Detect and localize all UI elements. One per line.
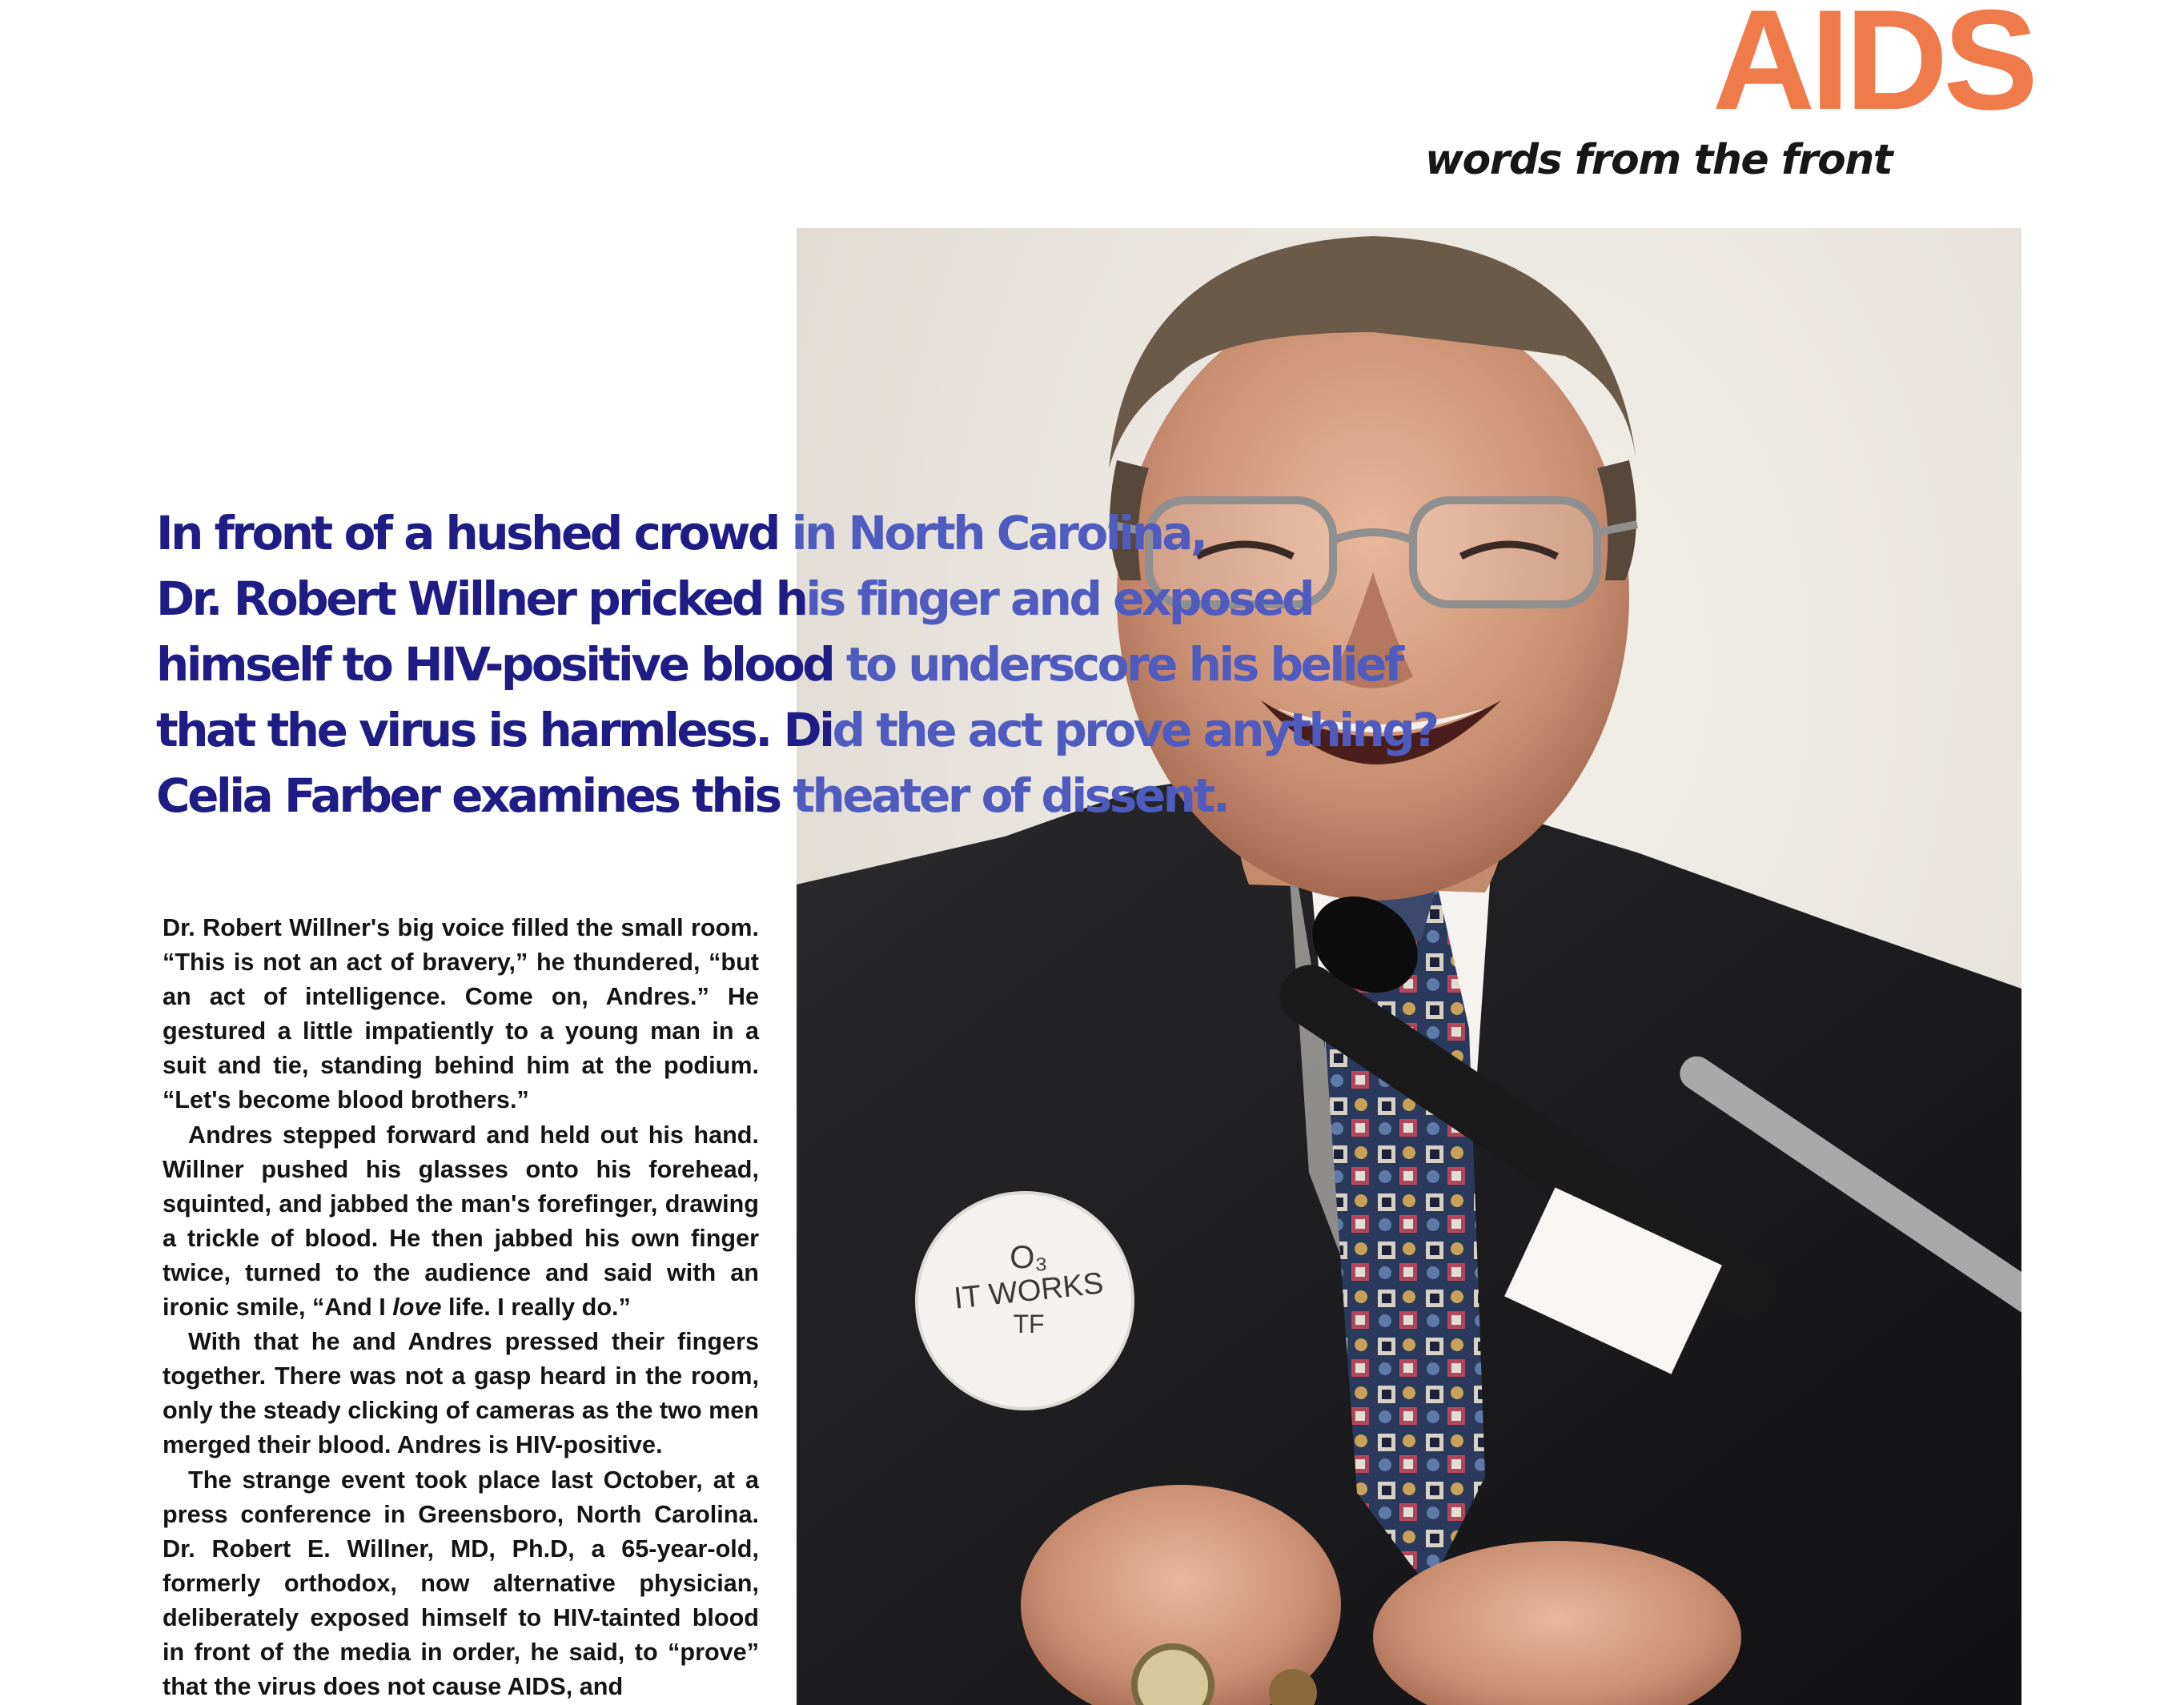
body-paragraph: Andres stepped forward and held out his hand. Willner pushed his glasses onto his forehead, squinted, and jabbed the man's forefinger, drawing a trickle of blood. He then jabbed his own finger twice, turned to the audience and said with an ironic smile, “And I love life. I really do.” — [163, 1121, 759, 1322]
deck-line: that the virus is harmless. Did the act prove anything? — [156, 703, 1437, 757]
deck-line: In front of a hushed crowd in North Carolina, — [156, 506, 1206, 560]
deck-line: Dr. Robert Willner pricked his finger and exposed — [156, 572, 1313, 626]
article-body — [163, 911, 759, 1704]
body-paragraph: Dr. Robert Willner's big voice filled the small room. “This is not an act of bravery,” he thundered, “but an act of intelligence. Come on, Andres.” He gestured a little impatiently to a young man in a suit and tie, standing behind him at the podium. “Let's become blood brothers.” — [163, 914, 759, 1114]
body-paragraph: With that he and Andres pressed their fingers together. There was not a gasp heard in the room, only the steady clicking of cameras as the two men merged their blood. Andres is HIV-positive. — [163, 1328, 759, 1459]
deck-line: himself to HIV-positive blood to underscore his belief — [156, 637, 1402, 692]
portrait-photo — [797, 228, 2021, 1705]
badge-line-1: O₃ — [1010, 1240, 1048, 1275]
portrait-illustration — [797, 228, 2021, 1705]
deck-line: Celia Farber examines this theater of dissent. — [156, 768, 1228, 823]
badge-line-3: TF — [1013, 1310, 1045, 1338]
section-kicker: AIDS — [1712, 0, 2033, 139]
section-subtitle: words from the front — [1425, 136, 1893, 184]
body-paragraph: The strange event took place last October, at a press conference in Greensboro, North Carolina. Dr. Robert E. Willner, MD, Ph.D, a 65-year-old, formerly orthodox, now alternative physician, deliberately exposed himself to HIV-tainted blood in front of the media in order, he said, to “prove” that the virus does not cause AIDS, and — [163, 1466, 759, 1701]
article-deck — [156, 500, 1437, 828]
badge-label — [937, 1241, 1121, 1340]
badge-line-2: IT WORKS — [952, 1266, 1106, 1316]
